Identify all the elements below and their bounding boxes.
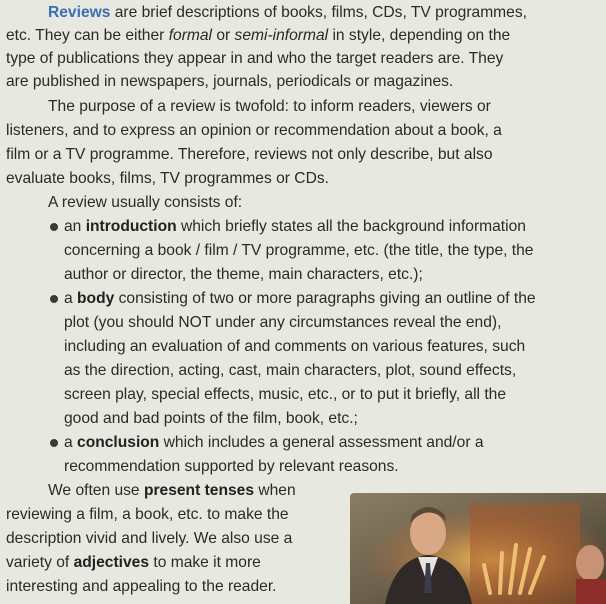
p1-line-4: are published in newspapers, journals, periodicals or magazines. — [6, 73, 454, 90]
p3-line-4: variety of adjectives to make it more — [6, 554, 261, 571]
bullet-intro-line-2: concerning a book / film / TV programme, etc. (the title, the type, the — [64, 242, 534, 259]
list-intro: A review usually consists of: — [48, 194, 243, 211]
p1-line-2: etc. They can be either formal or semi-informal in style, depending on the — [6, 27, 511, 44]
bullet-conclusion-line-1: a conclusion which includes a general assessment and/or a — [64, 434, 484, 451]
bullet-dot-icon — [50, 439, 58, 447]
film-still-photo — [350, 493, 606, 604]
p3-line-3: description vivid and lively. We also use a — [6, 530, 293, 547]
bullet-body-line-1: a body consisting of two or more paragraphs giving an outline of the — [64, 290, 536, 307]
bullet-conclusion-line-2: recommendation supported by relevant reasons. — [64, 458, 399, 475]
p1-line-3: type of publications they appear in and who the target readers are. They — [6, 50, 504, 67]
p2-line-2: listeners, and to express an opinion or recommendation about a book, a — [6, 122, 502, 139]
p3-line-5: interesting and appealing to the reader. — [6, 578, 277, 595]
bullet-dot-icon — [50, 223, 58, 231]
p3-line-1: We often use present tenses when — [48, 482, 296, 499]
bullet-body-line-4: as the direction, acting, cast, main characters, plot, sound effects, — [64, 362, 517, 379]
bullet-body-line-5: screen play, special effects, music, etc., or to put it briefly, all the — [64, 386, 507, 403]
film-still-image — [350, 493, 606, 604]
bullet-intro-line-1: an introduction which briefly states all the background information — [64, 218, 526, 235]
bullet-body-line-6: good and bad points of the film, book, etc.; — [64, 410, 358, 427]
bullet-dot-icon — [50, 295, 58, 303]
reviews-term: Reviews — [48, 4, 111, 21]
bullet-intro-line-3: author or director, the theme, main characters, etc.); — [64, 266, 423, 283]
p2-line-3: film or a TV programme. Therefore, reviews not only describe, but also — [6, 146, 493, 163]
p2-line-1: The purpose of a review is twofold: to inform readers, viewers or — [48, 98, 491, 115]
p3-line-2: reviewing a film, a book, etc. to make the — [6, 506, 289, 523]
p1-line-1: Reviews are brief descriptions of books, films, CDs, TV programmes, — [48, 4, 527, 21]
p2-line-4: evaluate books, films, TV programmes or CDs. — [6, 170, 329, 187]
bullet-body-line-3: including an evaluation of and comments on various features, such — [64, 338, 526, 355]
bullet-body-line-2: plot (you should NOT under any circumstances reveal the end), — [64, 314, 502, 331]
